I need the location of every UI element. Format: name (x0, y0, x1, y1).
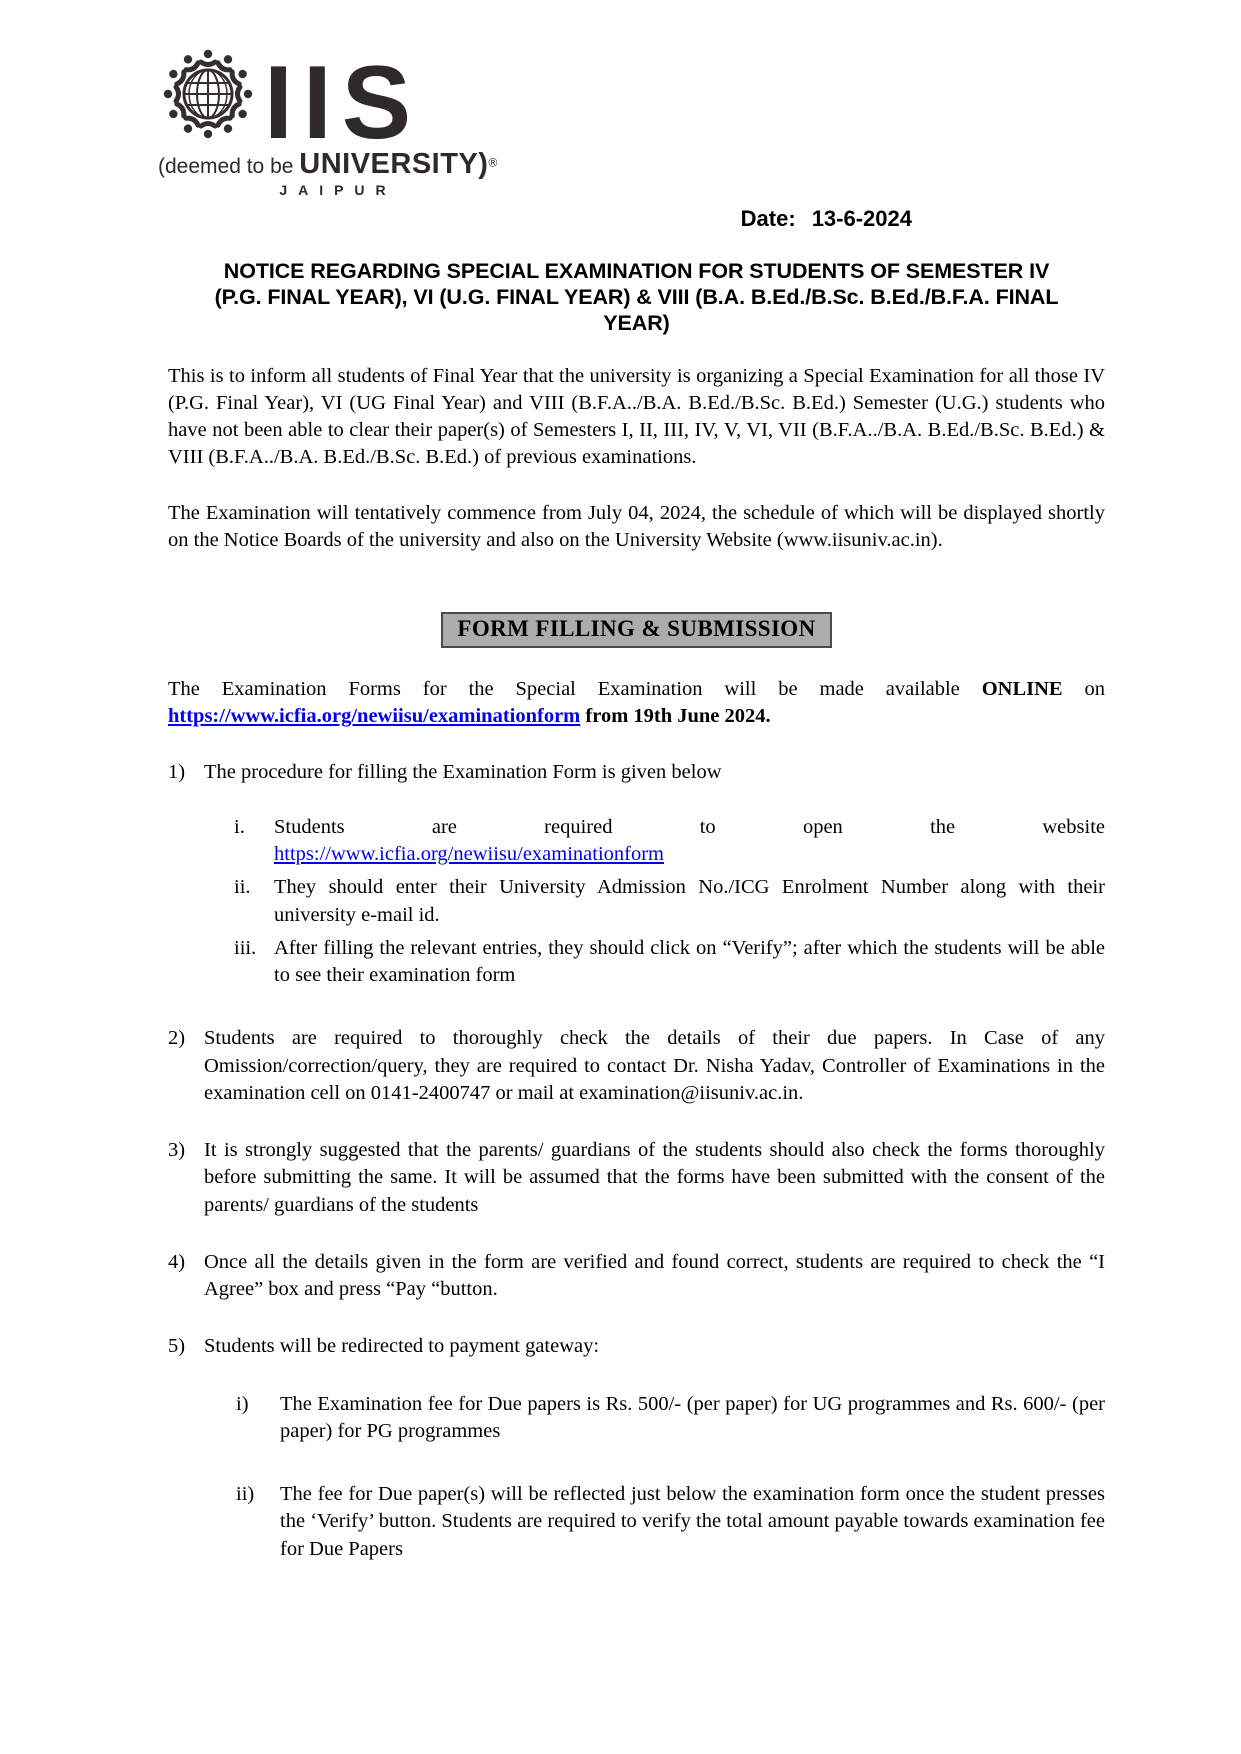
payment-step-i-text: The Examination fee for Due papers is Rs. 500/- (per paper) for UG programmes and Rs. 600/- (per paper) for PG programmes (280, 1392, 1105, 1442)
list-item-5 (168, 1333, 1105, 1599)
online-paragraph (168, 676, 1105, 731)
logo-deemed-text: (deemed to be (158, 155, 300, 178)
online-paragraph-lead: The Examination Forms for the Special Examination will be made available (168, 678, 982, 701)
list-item-3-text: It is strongly suggested that the parents/ guardians of the students should also check the forms thoroughly before submitting the same. It will be assumed that the forms have been submitted with the consent of the parents/ guardians of the students (204, 1139, 1105, 1216)
procedure-step-ii-text: They should enter their University Admission No./ICG Enrolment Number along with their university e-mail id. (274, 876, 1105, 926)
date-value: 13-6-2024 (811, 206, 912, 231)
list-item-2-number: 2) (168, 1027, 186, 1050)
online-paragraph-tail: from 19th June 2024. (580, 705, 771, 728)
procedure-step-i (234, 814, 1105, 869)
list-item-3 (168, 1137, 1105, 1219)
notice-title: NOTICE REGARDING SPECIAL EXAMINATION FOR STUDENTS OF SEMESTER IV (P.G. FINAL YEAR), VI (U.G. FINAL YEAR) & VIII (B.A. B.Ed./B.Sc. B.Ed./B.F.A. FINAL YEAR) (214, 259, 1059, 336)
list-item-5-number: 5) (168, 1335, 186, 1358)
list-item-4 (168, 1249, 1105, 1304)
list-item-3-number: 3) (168, 1139, 186, 1162)
list-item-2 (168, 1025, 1105, 1107)
list-item-4-number: 4) (168, 1250, 186, 1273)
date-line (168, 206, 1105, 232)
payment-step-i (236, 1391, 1105, 1446)
payment-steps (236, 1391, 1105, 1563)
list-item-1 (168, 759, 1105, 996)
logo-city: JAIPUR (279, 182, 397, 198)
payment-step-ii-text: The fee for Due paper(s) will be reflected just below the examination form once the student presses the ‘Verify’ button. Students are required to verify the total amount payable towards examination fee for Due Papers (280, 1483, 1105, 1560)
examination-form-link-step[interactable]: https://www.icfia.org/newiisu/examinationform (274, 843, 665, 866)
list-item-2-text: Students are required to thoroughly check the details of their due papers. In Case of any Omission/correction/query, they are required to contact Dr. Nisha Yadav, Controller of Examinations in the examination cell on 0141-2400747 or mail at examination@iisuniv.ac.in. (204, 1027, 1105, 1104)
procedure-steps (234, 814, 1105, 990)
logo-university-text: UNIVERSITY) (299, 148, 489, 180)
procedure-step-ii-number: ii. (234, 876, 251, 899)
procedure-step-iii (234, 935, 1105, 990)
globe-icon (158, 38, 258, 146)
registered-trademark-icon: ® (488, 155, 498, 170)
list-item-5-text: Students will be redirected to payment gateway: (204, 1335, 600, 1358)
logo-caption (158, 148, 498, 181)
procedure-step-iii-text: After filling the relevant entries, they should click on “Verify”; after which the students will be able to see their examination form (274, 936, 1105, 987)
procedure-step-ii (234, 874, 1105, 929)
section-heading-form-filling: FORM FILLING & SUBMISSION (441, 612, 831, 648)
list-item-4-text: Once all the details given in the form are verified and found correct, students are required to check the “I Agree” box and press “Pay “button. (204, 1250, 1105, 1301)
list-item-1-number: 1) (168, 760, 186, 783)
university-logo (158, 38, 498, 198)
payment-step-i-number: i) (236, 1392, 249, 1415)
date-label: Date: (740, 206, 796, 231)
schedule-paragraph: The Examination will tentatively commence from July 04, 2024, the schedule of which will be displayed shortly on the Notice Boards of the university and also on the University Website (www.iisuniv.ac.in). (168, 501, 1105, 551)
procedure-step-iii-number: iii. (234, 936, 257, 959)
online-word: ONLINE (981, 678, 1063, 701)
payment-step-ii (236, 1481, 1105, 1563)
logo-acronym: IIS (264, 44, 422, 161)
payment-step-ii-number: ii) (236, 1483, 255, 1506)
online-paragraph-mid: on (1062, 678, 1106, 701)
procedure-step-i-text: Students are required to open the website (274, 815, 1105, 838)
examination-form-link[interactable]: https://www.icfia.org/newiisu/examinationform (168, 705, 581, 728)
procedure-step-i-number: i. (234, 815, 245, 838)
list-item-1-text: The procedure for filling the Examination Form is given below (204, 760, 722, 783)
intro-paragraph: This is to inform all students of Final Year that the university is organizing a Special Examination for all those IV (P.G. Final Year), VI (UG Final Year) and VIII (B.F.A../B.A. B.Ed./B.Sc. B.Ed.) Semester (U.G.) students who have not been able to clear their paper(s) of Semesters I, II, III, IV, V, VI, VII (B.F.A../B.A. B.Ed./B.Sc. B.Ed.) & VIII (B.F.A../B.A. B.Ed./B.Sc. B.Ed.) of previous examinations. (168, 364, 1105, 469)
